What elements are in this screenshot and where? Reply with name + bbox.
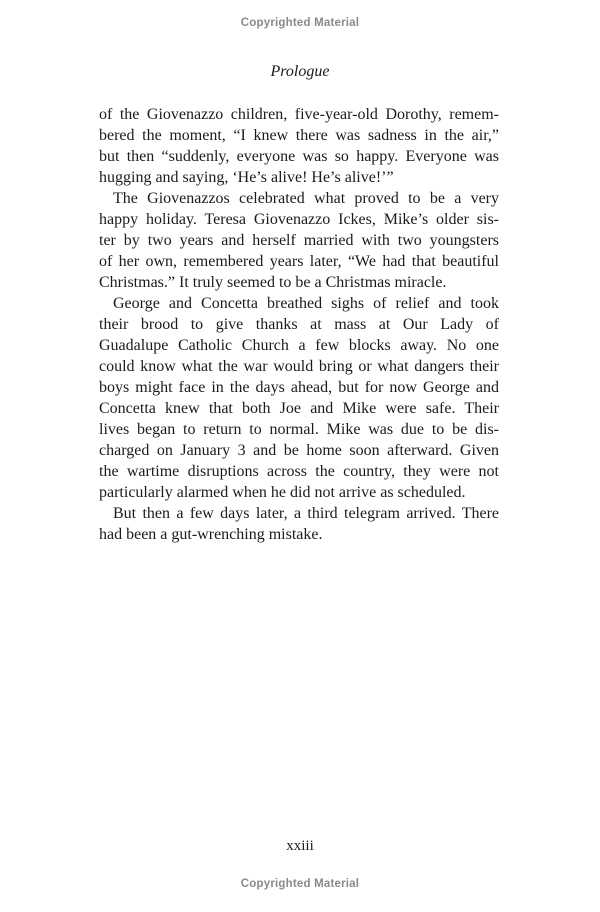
text-line: Concetta knew that both Joe and Mike were safe. Their — [99, 400, 499, 417]
chapter-title: Prologue — [270, 63, 330, 80]
text-line: their brood to give thanks at mass at Our Lady of — [99, 316, 499, 333]
text-line: George and Concetta breathed sighs of relief and took — [113, 295, 499, 312]
text-line: lives began to return to normal. Mike was due to be dis- — [99, 421, 499, 438]
text-line: hugging and saying, ‘He’s alive! He’s alive!’” — [99, 169, 394, 186]
copyright-notice-top: Copyrighted Material — [240, 17, 360, 29]
text-line: bered the moment, “I knew there was sadness in the air,” — [99, 127, 499, 144]
text-line: particularly alarmed when he did not arrive as scheduled. — [99, 484, 466, 501]
paragraphs — [99, 104, 499, 545]
text-line: but then “suddenly, everyone was so happy. Everyone was — [99, 148, 499, 165]
text-line: had been a gut-wrenching mistake. — [99, 526, 323, 543]
text-line: Christmas.” It truly seemed to be a Christmas miracle. — [99, 274, 447, 291]
text-line: happy holiday. Teresa Giovenazzo Ickes, Mike’s older sis- — [99, 211, 499, 228]
page-number: xxiii — [286, 838, 314, 854]
copyright-notice-bottom: Copyrighted Material — [240, 878, 360, 890]
text-line: The Giovenazzos celebrated what proved to be a very — [113, 190, 499, 207]
text-line: But then a few days later, a third telegram arrived. There — [113, 505, 499, 522]
text-line: the wartime disruptions across the country, they were not — [99, 463, 499, 480]
text-line: Guadalupe Catholic Church a few blocks away. No one — [99, 337, 499, 354]
text-line: ter by two years and herself married with two youngsters — [99, 232, 499, 249]
text-line: could know what the war would bring or what dangers their — [99, 358, 499, 375]
text-line: boys might face in the days ahead, but for now George and — [99, 379, 499, 396]
text-line: of the Giovenazzo children, five-year-old Dorothy, remem- — [99, 106, 499, 123]
text-line: charged on January 3 and be home soon afterward. Given — [99, 442, 499, 459]
text-line: of her own, remembered years later, “We had that beautiful — [99, 253, 499, 270]
